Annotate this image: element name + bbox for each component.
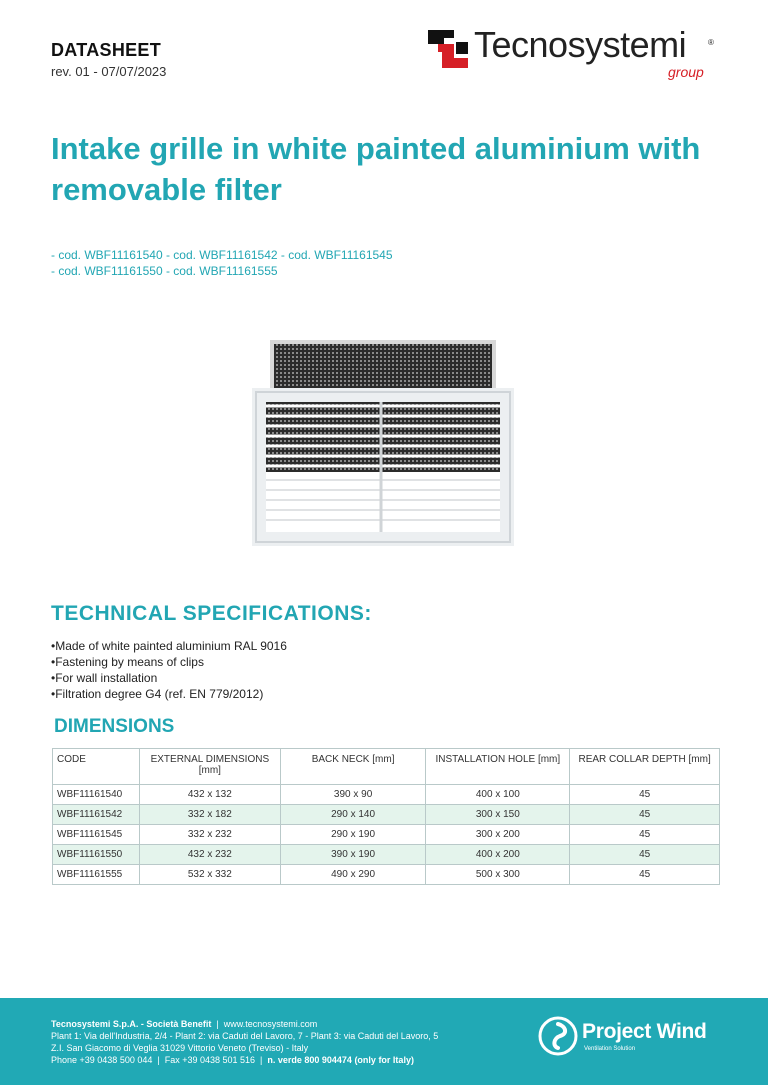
table-cell: 532 x 332 <box>139 865 280 885</box>
column-header-code: CODE <box>53 749 140 785</box>
table-cell: 45 <box>570 845 720 865</box>
intake-grille-photo-icon <box>252 340 514 546</box>
footer-toll-free: n. verde 800 904474 (only for Italy) <box>267 1055 414 1065</box>
table-cell: 45 <box>570 825 720 845</box>
website-link[interactable]: www.tecnosystemi.com <box>223 1019 318 1029</box>
table-cell: WBF11161540 <box>53 785 140 805</box>
doc-revision: rev. 01 - 07/07/2023 <box>51 64 167 79</box>
table-cell: 400 x 200 <box>426 845 570 865</box>
list-item: • Filtration degree G4 (ref. EN 779/2012) <box>51 686 287 702</box>
table-cell: 290 x 190 <box>280 825 426 845</box>
table-row <box>53 805 720 825</box>
table-cell: 490 x 290 <box>280 865 426 885</box>
table-row <box>53 825 720 845</box>
table-row <box>53 865 720 885</box>
table-row <box>53 785 720 805</box>
table-header-row <box>53 749 720 785</box>
table-cell: 332 x 232 <box>139 825 280 845</box>
table-cell: 432 x 232 <box>139 845 280 865</box>
project-wind-icon <box>538 1016 578 1056</box>
table-cell: 400 x 100 <box>426 785 570 805</box>
footer-contact-info <box>51 1018 438 1066</box>
footer-fax: Fax +39 0438 501 516 <box>164 1055 256 1065</box>
doc-type: DATASHEET <box>51 40 162 60</box>
spec-list <box>51 638 287 702</box>
footer-phone: Phone +39 0438 500 044 <box>51 1055 153 1065</box>
table-cell: 500 x 300 <box>426 865 570 885</box>
list-item: • Made of white painted aluminium RAL 9016 <box>51 638 287 654</box>
list-item: • Fastening by means of clips <box>51 654 287 670</box>
company-name: Tecnosystemi S.p.A. - Società Benefit <box>51 1019 212 1029</box>
table-cell: WBF11161545 <box>53 825 140 845</box>
footer-address: Z.I. San Giacomo di Veglia 31029 Vittorio Veneto (Treviso) - Italy <box>51 1043 309 1053</box>
logo-group-text: group <box>668 64 704 80</box>
table-cell: 300 x 150 <box>426 805 570 825</box>
table-cell: WBF11161555 <box>53 865 140 885</box>
table-cell: WBF11161550 <box>53 845 140 865</box>
product-title: Intake grille in white painted aluminium with removable filter <box>51 131 701 207</box>
project-wind-name: Project Wind <box>582 1020 707 1043</box>
logo-registered-mark: ® <box>708 38 714 47</box>
project-wind-logo <box>538 1016 728 1060</box>
table-cell: WBF11161542 <box>53 805 140 825</box>
page-footer <box>0 998 768 1085</box>
product-codes <box>51 247 393 279</box>
product-codes-line: - cod. WBF11161540 - cod. WBF11161542 - cod. WBF11161545 <box>51 248 393 262</box>
table-cell: 45 <box>570 785 720 805</box>
technical-specifications-heading: TECHNICAL SPECIFICATIONS: <box>51 602 372 625</box>
column-header-installation-hole: INSTALLATION HOLE [mm] <box>426 749 570 785</box>
dimensions-heading: DIMENSIONS <box>54 716 175 737</box>
logo-wordmark: Tecnosystemi <box>474 24 687 65</box>
tecnosystemi-logo <box>428 26 728 82</box>
column-header-rear-collar-depth: REAR COLLAR DEPTH [mm] <box>570 749 720 785</box>
footer-line-phones: Phone +39 0438 500 044 | Fax +39 0438 501 516 | n. verde 800 904474 (only for Italy) <box>51 1055 414 1065</box>
footer-plants: Plant 1: Via dell'Industria, 2/4 - Plant 2: via Caduti del Lavoro, 7 - Plant 3: via Caduti del Lavoro, 5 <box>51 1031 439 1041</box>
document-header <box>51 40 166 79</box>
table-cell: 390 x 190 <box>280 845 426 865</box>
footer-line-company: Tecnosystemi S.p.A. - Società Benefit | www.tecnosystemi.com <box>51 1019 318 1029</box>
column-header-back-neck: BACK NECK [mm] <box>280 749 426 785</box>
product-codes-line: - cod. WBF11161550 - cod. WBF11161555 <box>51 264 278 278</box>
table-cell: 290 x 140 <box>280 805 426 825</box>
tecnosystemi-logo-icon <box>428 28 468 68</box>
table-cell: 390 x 90 <box>280 785 426 805</box>
dimensions-table <box>52 748 720 885</box>
table-cell: 300 x 200 <box>426 825 570 845</box>
column-header-external-dimensions: EXTERNAL DIMENSIONS [mm] <box>139 749 280 785</box>
table-cell: 432 x 132 <box>139 785 280 805</box>
table-row <box>53 845 720 865</box>
project-wind-tagline: Ventilation Solution <box>584 1046 636 1052</box>
table-cell: 45 <box>570 865 720 885</box>
table-cell: 332 x 182 <box>139 805 280 825</box>
table-cell: 45 <box>570 805 720 825</box>
list-item: • For wall installation <box>51 670 287 686</box>
